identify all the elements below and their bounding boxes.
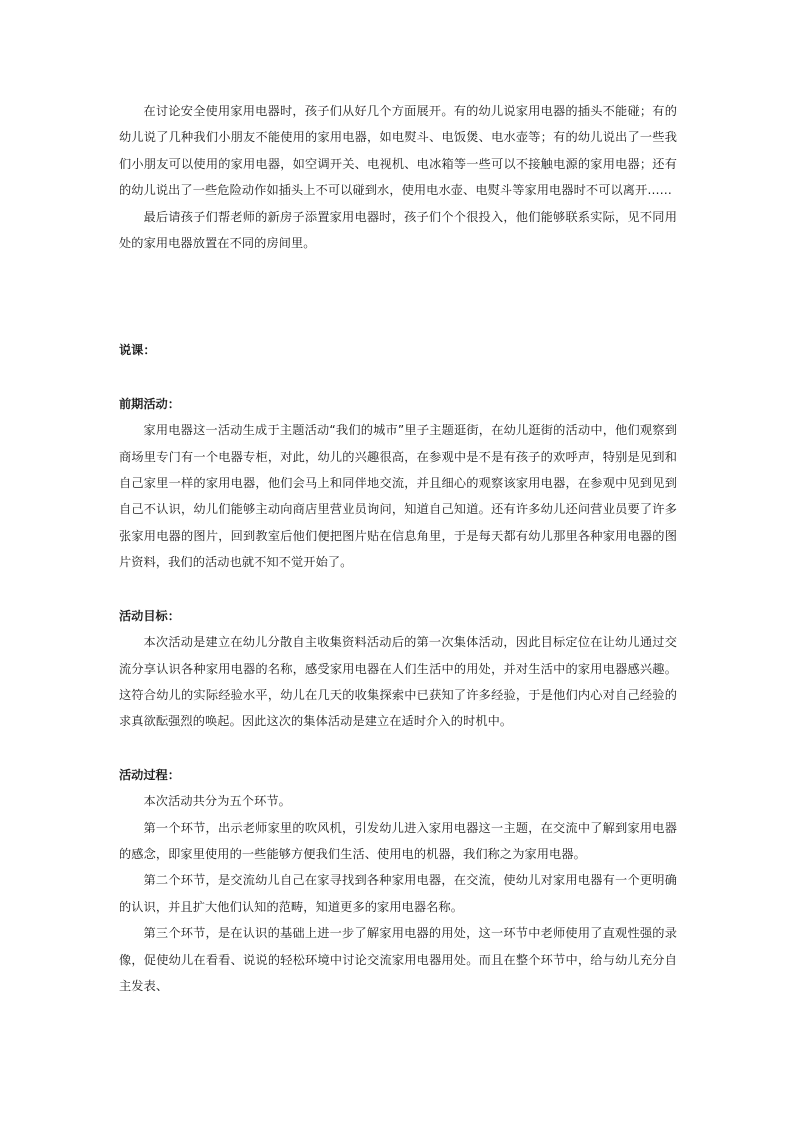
spacer (119, 576, 677, 603)
section-heading-goals: 活动目标： (119, 608, 180, 623)
section-paragraph: 第二个环节，是交流幼儿自己在家寻找到各种家用电器，在交流，使幼儿对家用电器有一个更明确的认识，并且扩大他们认知的范畴，知道更多的家用电器名称。 (119, 873, 677, 914)
section-paragraph: 第一个环节，出示老师家里的吹风机，引发幼儿进入家用电器这一主题，在交流中了解到家用电器的感念，即家里使用的一些能够方便我们生活、使用电的机器，我们称之为家用电器。 (119, 820, 677, 861)
intro-paragraph: 在讨论安全使用家用电器时，孩子们从好几个方面展开。有的幼儿说家用电器的插头不能碰；有的幼儿说了几种我们小朋友不能使用的家用电器，如电熨斗、电饭煲、电水壶等；有的幼儿说出了一些我们小朋友可以使用的家用电器，如空调开关、电视机、电冰箱等一些可以不接触电源的家用电器；还有的幼儿说出了一些危险动作如插头上不可以碰到水，使用电水壶、电熨斗等家用电器时不可以离开…… (119, 104, 677, 198)
section-paragraph: 家用电器这一活动生成于主题活动“我们的城市”里子主题逛街，在幼儿逛街的活动中，他们观察到商场里专门有一个电器专柜，对此，幼儿的兴趣很高，在参观中是不是有孩子的欢呼声，特别是见到和自己家里一样的家用电器，他们会马上和同伴地交流，并且细心的观察该家用电器，在参观中见到见到自己不认识，幼儿们能够主动向商店里营业员询问，知道自己知道。还有许多幼儿还问营业员要了许多张家用电器的图片，回到教室后他们便把图片贴在信息角里，于是每天都有幼儿那里各种家用电器的图片资料，我们的活动也就不知不觉开始了。 (119, 423, 677, 570)
section-heading-preliminary: 前期活动： (119, 396, 180, 411)
section-paragraph: 第三个环节，是在认识的基础上进一步了解家用电器的用处，这一环节中老师使用了直观性强的录像，促使幼儿在看看、说说的轻松环境中讨论交流家用电器用处。而且在整个环节中，给与幼儿充分自主发表、 (119, 926, 677, 993)
spacer (119, 309, 677, 337)
spacer (119, 735, 677, 762)
section-paragraph: 本次活动共分为五个环节。 (143, 794, 291, 809)
section-title: 说课： (119, 343, 156, 358)
section-heading-process: 活动过程： (119, 767, 180, 782)
spacer (119, 256, 677, 309)
document-body (119, 98, 677, 999)
section-paragraph: 本次活动是建立在幼儿分散自主收集资料活动后的第一次集体活动，因此目标定位在让幼儿通过交流分享认识各种家用电器的名称，感受家用电器在人们生活中的用处，并对生活中的家用电器感兴趣。这符合幼儿的实际经验水平，幼儿在几天的收集探索中已获知了许多经验，于是他们内心对自己经验的求真欲酝强烈的唤起。因此这次的集体活动是建立在适时介入的时机中。 (119, 635, 677, 729)
spacer (119, 364, 677, 391)
intro-paragraph: 最后请孩子们帮老师的新房子添置家用电器时，孩子们个个很投入，他们能够联系实际，见不同用处的家用电器放置在不同的房间里。 (119, 209, 677, 251)
